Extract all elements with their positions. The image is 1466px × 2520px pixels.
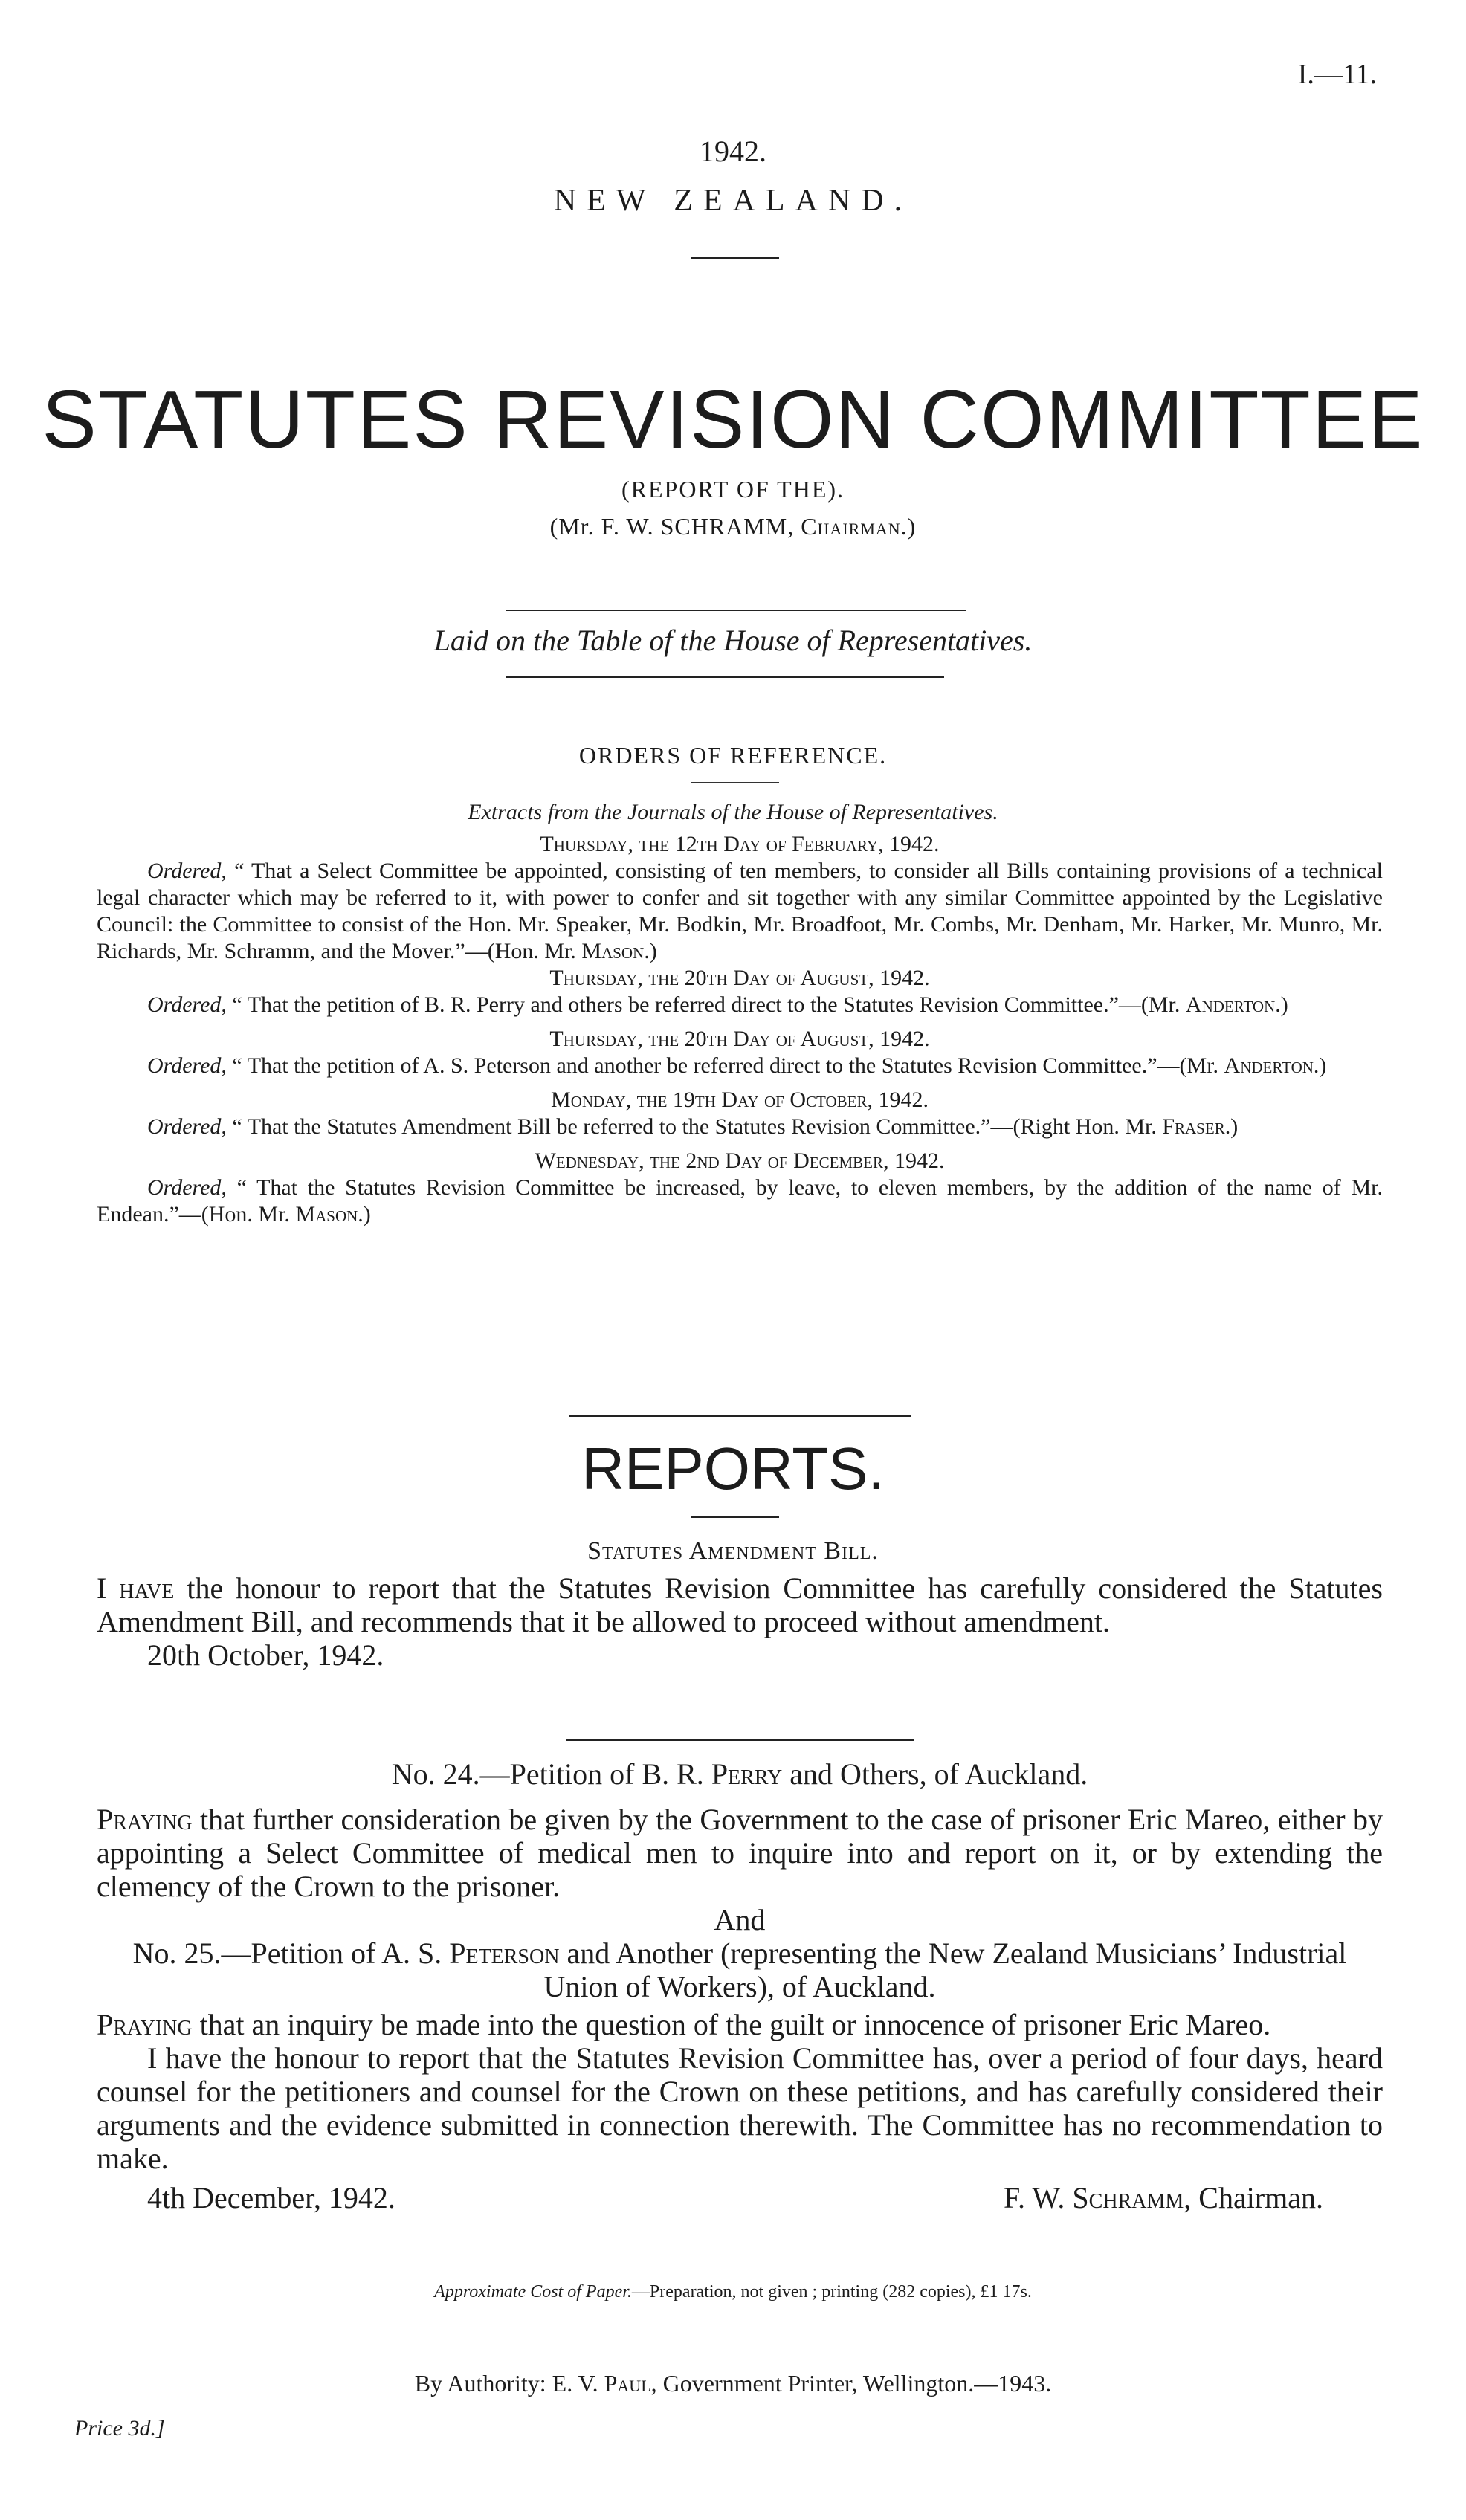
chairman-line [0, 513, 1466, 540]
ordered-label: Ordered, [147, 1053, 227, 1078]
order-tail: .) [1275, 992, 1288, 1017]
order-tail: .) [1313, 1053, 1327, 1078]
order-text: “ That the Statutes Amendment Bill be referred to the Statutes Revision Committee.”—(Right Hon. Mr. [232, 1114, 1163, 1139]
praying-paragraph-1 [97, 1803, 1383, 1903]
divider [506, 610, 966, 611]
petitions-body [97, 1757, 1383, 2217]
order-date: Thursday, the 20th Day of August, 1942. [549, 966, 930, 990]
order-text: “ That the petition of B. R. Perry and others be referred direct to the Statutes Revision Committee.”—(Mr. [232, 992, 1186, 1017]
order-tail: .) [358, 1202, 371, 1227]
order-mover: Mason [581, 939, 645, 963]
order-tail: .) [1224, 1114, 1239, 1139]
country: NEW ZEALAND. [553, 184, 913, 218]
petition-25-name: Peterson [449, 1936, 560, 1970]
order-date: Monday, the 19th Day of October, 1942. [551, 1088, 929, 1112]
ordered-label: Ordered, [147, 1175, 227, 1200]
cost-text: —Preparation, not given ; printing (282 copies), £1 17s. [631, 2282, 1032, 2301]
price: Price 3d.] [74, 2416, 165, 2440]
bill-lead: I have [97, 1571, 175, 1605]
orders-list [97, 831, 1383, 1228]
reports-heading: REPORTS. [581, 1435, 885, 1502]
order-text: “ That the petition of A. S. Peterson and another be referred direct to the Statutes Revision Committee.”—(Mr. [232, 1053, 1224, 1078]
petition-24-post: and Others, of Auckland. [782, 1757, 1088, 1791]
cost-label: Approximate Cost of Paper. [434, 2282, 632, 2301]
petition-24-name: Perry [711, 1757, 783, 1791]
bill-text: the honour to report that the Statutes Revision Committee has carefully considered the Statutes Amendment Bill, and recommends that it be allowed to proceed without amendment. [97, 1571, 1383, 1638]
ordered-label: Ordered, [147, 859, 227, 883]
chairman-role: Chairman. [801, 513, 908, 540]
bill-date: 20th October, 1942. [147, 1638, 384, 1672]
praying-lead: Praying [97, 1803, 193, 1836]
praying-text: that further consideration be given by the Government to the case of prisoner Eric Mareo, either by appointing a Select Committee of medical men to inquire into and report on it, or by extending the clemency of the Crown to the prisoner. [97, 1803, 1383, 1903]
signature-post: , Chairman. [1184, 2181, 1323, 2214]
order-mover: Anderton [1224, 1053, 1314, 1078]
and-connector: And [714, 1903, 766, 1936]
order-entry [97, 858, 1383, 965]
chairman-signature [1004, 2181, 1323, 2214]
report-title: STATUTES REVISION COMMITTEE [42, 374, 1424, 465]
order-date: Thursday, the 20th Day of August, 1942. [549, 1027, 930, 1051]
order-text: “ That the Statutes Revision Committee be increased, by leave, to eleven members, by the addition of the name of Mr. Endean.”—(Hon. Mr. [97, 1175, 1383, 1227]
bill-heading: Statutes Amendment Bill. [587, 1537, 879, 1565]
report-subtitle: (REPORT OF THE). [621, 476, 845, 503]
ordered-label: Ordered, [147, 1114, 227, 1139]
petition-24-pre: No. 24.—Petition of B. R. [391, 1757, 711, 1791]
order-text: “ That a Select Committee be appointed, consisting of ten members, to consider all Bills containing provisions of a technical legal character which may be referred to it, with power to confer and sit together with any similar Committee appointed by the Legislative Council: the Committee to consist of the Hon. Mr. Speaker, Mr. Bodkin, Mr. Broadfoot, Mr. Combs, Mr. Denham, Mr. Harker, Mr. Munro, Mr. Richards, Mr. Schramm, and the Mover.”—(Hon. Mr. [97, 859, 1383, 963]
signature-name: Schramm [1072, 2181, 1184, 2214]
order-mover: Anderton [1185, 992, 1276, 1017]
order-entry [97, 1114, 1383, 1140]
order-date: Thursday, the 12th Day of February, 1942. [540, 832, 940, 856]
laid-on-table: Laid on the Table of the House of Representatives. [433, 624, 1033, 657]
committee-report-paragraph: I have the honour to report that the Statutes Revision Committee has, over a period of four days, heard counsel for the petitioners and counsel for the Crown on these petitions, and has carefully considered their arguments and the evidence submitted in connection therewith. The Committee has no recommendation to make. [97, 2041, 1383, 2175]
order-entry [97, 992, 1383, 1018]
petition-25-post: and Another (representing the New Zealand Musicians’ Industrial Union of Workers), of Auckland. [543, 1936, 1347, 2003]
divider [691, 257, 779, 259]
order-tail: .) [644, 939, 657, 963]
praying-paragraph-2 [97, 2008, 1383, 2041]
chairman-close: ) [907, 513, 917, 540]
signature-line [97, 2181, 1383, 2217]
paper-reference: I.—11. [1297, 59, 1377, 90]
orders-heading: ORDERS OF REFERENCE. [578, 742, 888, 769]
order-entry [97, 1175, 1383, 1228]
order-mover: Fraser [1162, 1114, 1225, 1139]
authority-name: Paul [604, 2370, 651, 2397]
chairman-name: (Mr. F. W. SCHRAMM, [549, 513, 801, 540]
cost-note [0, 2282, 1466, 2302]
printer-authority [0, 2370, 1466, 2397]
reports-body [97, 1571, 1383, 1672]
divider [569, 1415, 911, 1417]
divider [566, 1739, 914, 1741]
praying-text: that an inquiry be made into the question of the guilt or innocence of prisoner Eric Mareo. [192, 2008, 1271, 2041]
authority-pre: By Authority: E. V. [414, 2370, 604, 2397]
order-mover: Mason [295, 1202, 358, 1227]
signature-pre: F. W. [1004, 2181, 1073, 2214]
praying-lead: Praying [97, 2008, 193, 2041]
bill-report-paragraph [97, 1571, 1383, 1638]
petition-25-heading [97, 1936, 1383, 2003]
journals-extract-heading: Extracts from the Journals of the House of Representatives. [468, 800, 998, 824]
year: 1942. [700, 135, 766, 168]
divider [506, 676, 944, 678]
divider [691, 782, 779, 783]
divider [691, 1516, 779, 1518]
authority-post: , Government Printer, Wellington.—1943. [650, 2370, 1052, 2397]
petition-24-heading [97, 1757, 1383, 1791]
order-entry [97, 1053, 1383, 1079]
ordered-label: Ordered, [147, 992, 227, 1017]
report-date: 4th December, 1942. [147, 2181, 395, 2214]
order-date: Wednesday, the 2nd Day of December, 1942. [535, 1148, 945, 1173]
petition-25-pre: No. 25.—Petition of A. S. [132, 1936, 450, 1970]
